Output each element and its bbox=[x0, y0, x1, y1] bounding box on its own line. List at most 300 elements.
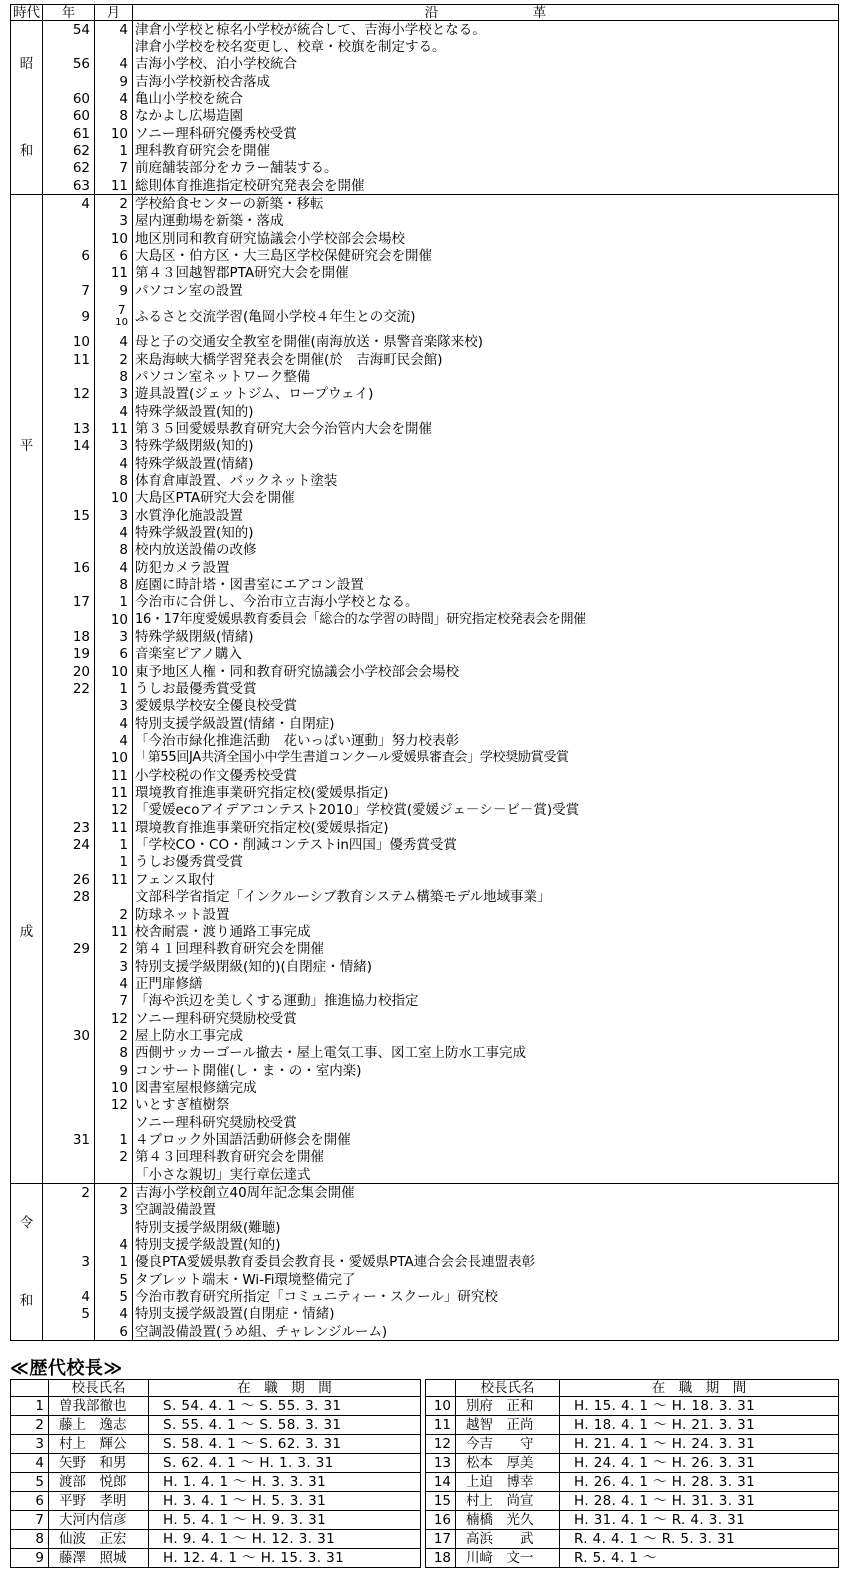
description-cell: 校舎耐震・渡り通路工事完成 bbox=[133, 923, 839, 940]
month-stack bbox=[115, 302, 128, 328]
description-cell: 校内放送設備の改修 bbox=[133, 542, 839, 559]
history-row bbox=[11, 1027, 839, 1044]
description-cell: 特別支援学級設置(知的) bbox=[133, 1236, 839, 1253]
description-cell: 特殊学級設置(知的) bbox=[133, 524, 839, 541]
principal-number: 17 bbox=[426, 1530, 456, 1549]
year-cell: 22 bbox=[43, 680, 95, 697]
history-row bbox=[11, 90, 839, 107]
principal-name: 大河内信彦 bbox=[49, 1511, 149, 1530]
year-cell: 60 bbox=[43, 90, 95, 107]
month-cell: 1 bbox=[95, 142, 133, 159]
month-cell: 8 bbox=[95, 368, 133, 385]
history-row bbox=[11, 403, 839, 420]
history-row bbox=[11, 1045, 839, 1062]
month-cell: 4 bbox=[95, 90, 133, 107]
description-cell: 遊具設置(ジェットジム、ロープウェイ) bbox=[133, 386, 839, 403]
era-cell bbox=[11, 21, 43, 195]
description-cell: 優良PTA愛媛県教育委員会教育長・愛媛県PTA連合会会長連盟表彰 bbox=[133, 1254, 839, 1271]
history-row bbox=[11, 507, 839, 524]
period-header: 在 職 期 間 bbox=[149, 1380, 421, 1397]
month-cell bbox=[95, 1114, 133, 1131]
description-cell: 吉海小学校、泊小学校統合 bbox=[133, 56, 839, 73]
era-char: 令 bbox=[19, 1215, 34, 1232]
principals-section-title: ≪歴代校長≫ bbox=[10, 1358, 123, 1379]
month-cell: 1 bbox=[95, 1131, 133, 1148]
history-row bbox=[11, 351, 839, 368]
era-char: 昭 bbox=[19, 56, 34, 73]
history-row bbox=[11, 958, 839, 975]
history-row bbox=[11, 680, 839, 697]
description-cell: 第４３回理科教育研究会を開催 bbox=[133, 1149, 839, 1166]
principal-name: 村上 輝公 bbox=[49, 1435, 149, 1454]
month-cell: 4 bbox=[95, 455, 133, 472]
year-cell bbox=[43, 1166, 95, 1184]
month-cell: 2 bbox=[95, 1184, 133, 1202]
year-cell: 30 bbox=[43, 1027, 95, 1044]
month-cell: 6 bbox=[95, 646, 133, 663]
history-row bbox=[11, 628, 839, 645]
month-cell: 12 bbox=[95, 1010, 133, 1027]
month-cell: 2 bbox=[95, 1149, 133, 1166]
month-cell: 4 bbox=[95, 56, 133, 73]
principal-period: H. 15. 4. 1 ～ H. 18. 3. 31 bbox=[560, 1397, 839, 1416]
month-value-2: 10 bbox=[115, 316, 128, 328]
description-cell: フェンス取付 bbox=[133, 871, 839, 888]
description-cell: 正門扉修繕 bbox=[133, 975, 839, 992]
history-row bbox=[11, 1062, 839, 1079]
principal-period: H. 5. 4. 1 ～ H. 9. 3. 31 bbox=[149, 1511, 421, 1530]
principal-row bbox=[11, 1435, 839, 1454]
description-cell: 図書室屋根修繕完成 bbox=[133, 1079, 839, 1096]
year-cell bbox=[43, 975, 95, 992]
year-cell: 62 bbox=[43, 142, 95, 159]
description-cell: 「小さな親切」実行章伝達式 bbox=[133, 1166, 839, 1184]
history-row bbox=[11, 21, 839, 39]
principal-period: S. 54. 4. 1 ～ S. 55. 3. 31 bbox=[149, 1397, 421, 1416]
description-cell: ソニー理科研究優秀校受賞 bbox=[133, 125, 839, 142]
principal-name: 平野 孝明 bbox=[49, 1492, 149, 1511]
year-cell bbox=[43, 784, 95, 801]
description-cell: 「学校CO・CO・削減コンテストin四国」優秀賞受賞 bbox=[133, 836, 839, 853]
principal-row bbox=[11, 1473, 839, 1492]
year-cell bbox=[43, 73, 95, 90]
month-cell: 12 bbox=[95, 802, 133, 819]
history-row bbox=[11, 767, 839, 784]
principal-number: 12 bbox=[426, 1435, 456, 1454]
month-cell: 5 bbox=[95, 1288, 133, 1305]
description-cell: うしお優秀賞受賞 bbox=[133, 854, 839, 871]
principal-period: H. 26. 4. 1 ～ H. 28. 3. 31 bbox=[560, 1473, 839, 1492]
year-cell: 2 bbox=[43, 1184, 95, 1202]
year-cell: 9 bbox=[43, 300, 95, 334]
description-cell: 第４３回越智郡PTA研究大会を開催 bbox=[133, 265, 839, 282]
year-cell: 15 bbox=[43, 507, 95, 524]
principal-row bbox=[11, 1397, 839, 1416]
history-row bbox=[11, 1202, 839, 1219]
history-row bbox=[11, 195, 839, 213]
history-row bbox=[11, 247, 839, 264]
description-cell: タブレット端末・Wi-Fi環境整備完了 bbox=[133, 1271, 839, 1288]
description-cell: 理科教育研究会を開催 bbox=[133, 142, 839, 159]
month-cell: 4 bbox=[95, 403, 133, 420]
year-cell bbox=[43, 732, 95, 749]
year-cell bbox=[43, 403, 95, 420]
no-header bbox=[11, 1380, 49, 1397]
year-cell: 24 bbox=[43, 836, 95, 853]
year-cell: 6 bbox=[43, 247, 95, 264]
month-cell bbox=[95, 1219, 133, 1236]
principal-name: 渡部 悦郎 bbox=[49, 1473, 149, 1492]
era-char: 平 bbox=[19, 438, 34, 455]
year-cell: 17 bbox=[43, 594, 95, 611]
month-cell: 11 bbox=[95, 871, 133, 888]
month-cell: 4 bbox=[95, 975, 133, 992]
era-char: 和 bbox=[19, 143, 34, 160]
principal-number: 5 bbox=[11, 1473, 49, 1492]
month-cell: 2 bbox=[95, 941, 133, 958]
month-cell: 10 bbox=[95, 230, 133, 247]
principal-period: H. 9. 4. 1 ～ H. 12. 3. 31 bbox=[149, 1530, 421, 1549]
month-cell: 4 bbox=[95, 715, 133, 732]
description-cell: 第３５回愛媛県教育研究大会今治管内大会を開催 bbox=[133, 420, 839, 437]
year-cell bbox=[43, 490, 95, 507]
no-header bbox=[426, 1380, 456, 1397]
principal-row bbox=[11, 1530, 839, 1549]
principal-period: H. 12. 4. 1 ～ H. 15. 3. 31 bbox=[149, 1549, 421, 1568]
year-cell: 31 bbox=[43, 1131, 95, 1148]
description-cell: 特殊学級設置(情緒) bbox=[133, 455, 839, 472]
principal-row bbox=[11, 1454, 839, 1473]
history-row bbox=[11, 282, 839, 299]
year-cell bbox=[43, 1062, 95, 1079]
history-row bbox=[11, 1097, 839, 1114]
year-cell bbox=[43, 576, 95, 593]
month-cell bbox=[95, 300, 133, 334]
description-cell: 今治市に合併し、今治市立吉海小学校となる。 bbox=[133, 594, 839, 611]
description-cell: 「海や浜辺を美しくする運動」推進協力校指定 bbox=[133, 993, 839, 1010]
principal-period: S. 55. 4. 1 ～ S. 58. 3. 31 bbox=[149, 1416, 421, 1435]
year-cell: 11 bbox=[43, 351, 95, 368]
description-cell: 津倉小学校を校名変更し、校章・校旗を制定する。 bbox=[133, 38, 839, 55]
description-cell: コンサート開催(し・ま・の・室内楽) bbox=[133, 1062, 839, 1079]
principal-period: H. 31. 4. 1 ～ R. 4. 3. 31 bbox=[560, 1511, 839, 1530]
era-char: 和 bbox=[19, 1293, 34, 1310]
year-cell bbox=[43, 698, 95, 715]
description-cell: 環境教育推進事業研究指定校(愛媛県指定) bbox=[133, 819, 839, 836]
month-cell: 10 bbox=[95, 750, 133, 767]
history-row bbox=[11, 542, 839, 559]
description-cell: 大島区・伯方区・大三島区学校保健研究会を開催 bbox=[133, 247, 839, 264]
history-row bbox=[11, 108, 839, 125]
description-cell: ソニー理科研究奨励校受賞 bbox=[133, 1114, 839, 1131]
principal-number: 11 bbox=[426, 1416, 456, 1435]
description-cell: 庭園に時計塔・図書室にエアコン設置 bbox=[133, 576, 839, 593]
history-row bbox=[11, 906, 839, 923]
period-header: 在 職 期 間 bbox=[560, 1380, 839, 1397]
history-row bbox=[11, 819, 839, 836]
history-row bbox=[11, 265, 839, 282]
year-cell: 4 bbox=[43, 1288, 95, 1305]
year-cell bbox=[43, 368, 95, 385]
month-cell: 10 bbox=[95, 611, 133, 628]
principal-number: 18 bbox=[426, 1549, 456, 1568]
description-cell: 大島区PTA研究大会を開催 bbox=[133, 490, 839, 507]
principal-name: 矢野 和男 bbox=[49, 1454, 149, 1473]
principal-period: R. 4. 4. 1 ～ R. 5. 3. 31 bbox=[560, 1530, 839, 1549]
month-cell: 8 bbox=[95, 472, 133, 489]
description-cell: 特別支援学級閉級(知的)(自閉症・情緒) bbox=[133, 958, 839, 975]
description-cell: 亀山小学校を統合 bbox=[133, 90, 839, 107]
year-cell bbox=[43, 1045, 95, 1062]
year-cell bbox=[43, 38, 95, 55]
principal-name: 仙波 正宏 bbox=[49, 1530, 149, 1549]
year-cell: 63 bbox=[43, 177, 95, 195]
history-table bbox=[10, 4, 839, 1341]
history-row bbox=[11, 472, 839, 489]
description-cell: 母と子の交通安全教室を開催(南海放送・県警音楽隊来校) bbox=[133, 334, 839, 351]
description-cell: ４ブロック外国語活動研修会を開催 bbox=[133, 1131, 839, 1148]
principal-name: 藤上 逸志 bbox=[49, 1416, 149, 1435]
principal-number: 14 bbox=[426, 1473, 456, 1492]
description-cell: いとすぎ植樹祭 bbox=[133, 1097, 839, 1114]
history-row bbox=[11, 646, 839, 663]
year-cell bbox=[43, 767, 95, 784]
history-body bbox=[11, 21, 839, 1341]
principal-period: H. 28. 4. 1 ～ H. 31. 3. 31 bbox=[560, 1492, 839, 1511]
description-cell: 西側サッカーゴール撤去・屋上電気工事、図工室上防水工事完成 bbox=[133, 1045, 839, 1062]
year-cell: 56 bbox=[43, 56, 95, 73]
year-cell: 26 bbox=[43, 871, 95, 888]
month-cell: 7 bbox=[95, 993, 133, 1010]
principal-number: 3 bbox=[11, 1435, 49, 1454]
history-row bbox=[11, 576, 839, 593]
history-row bbox=[11, 524, 839, 541]
year-cell bbox=[43, 1079, 95, 1096]
month-cell: 9 bbox=[95, 1062, 133, 1079]
month-cell: 1 bbox=[95, 594, 133, 611]
year-cell bbox=[43, 1010, 95, 1027]
history-row bbox=[11, 230, 839, 247]
month-cell: 3 bbox=[95, 628, 133, 645]
month-cell: 11 bbox=[95, 265, 133, 282]
month-cell: 4 bbox=[95, 732, 133, 749]
month-cell: 10 bbox=[95, 125, 133, 142]
history-header-row bbox=[11, 5, 839, 21]
era-label bbox=[11, 438, 42, 940]
principal-number: 2 bbox=[11, 1416, 49, 1435]
year-cell bbox=[43, 1114, 95, 1131]
principal-number: 13 bbox=[426, 1454, 456, 1473]
year-cell: 16 bbox=[43, 559, 95, 576]
month-cell bbox=[95, 1166, 133, 1184]
era-cell bbox=[11, 195, 43, 1184]
description-cell: 学校給食センターの新築・移転 bbox=[133, 195, 839, 213]
history-row bbox=[11, 334, 839, 351]
history-row bbox=[11, 923, 839, 940]
history-row bbox=[11, 889, 839, 906]
history-row bbox=[11, 1114, 839, 1131]
month-cell: 1 bbox=[95, 680, 133, 697]
year-cell: 10 bbox=[43, 334, 95, 351]
history-row bbox=[11, 73, 839, 90]
principal-name: 越智 正尚 bbox=[456, 1416, 560, 1435]
principal-number: 6 bbox=[11, 1492, 49, 1511]
history-row bbox=[11, 420, 839, 437]
description-cell: 吉海小学校創立40周年記念集会開催 bbox=[133, 1184, 839, 1202]
year-cell bbox=[43, 854, 95, 871]
description-cell: 「愛媛ecoアイデアコンテスト2010」学校賞(愛媛ジェ－シ－ビ－賞)受賞 bbox=[133, 802, 839, 819]
principal-row bbox=[11, 1511, 839, 1530]
history-row bbox=[11, 1254, 839, 1271]
year-cell bbox=[43, 472, 95, 489]
description-cell: 16・17年度愛媛県教育委員会「総合的な学習の時間」研究指定校発表会を開催 bbox=[133, 611, 839, 628]
principal-period: R. 5. 4. 1 ～ bbox=[560, 1549, 839, 1568]
history-row bbox=[11, 802, 839, 819]
history-row bbox=[11, 1166, 839, 1184]
era-char: 成 bbox=[19, 924, 34, 941]
year-cell: 20 bbox=[43, 663, 95, 680]
principal-period: H. 18. 4. 1 ～ H. 21. 3. 31 bbox=[560, 1416, 839, 1435]
era-label bbox=[11, 1215, 42, 1309]
year-cell bbox=[43, 455, 95, 472]
year-cell bbox=[43, 1323, 95, 1341]
description-cell: 前庭舗装部分をカラー舗装する。 bbox=[133, 160, 839, 177]
description-cell: うしお最優秀賞受賞 bbox=[133, 680, 839, 697]
principal-period: S. 62. 4. 1 ～ H. 1. 3. 31 bbox=[149, 1454, 421, 1473]
history-row bbox=[11, 975, 839, 992]
history-row bbox=[11, 1079, 839, 1096]
month-cell: 6 bbox=[95, 1323, 133, 1341]
principal-row bbox=[11, 1492, 839, 1511]
history-row bbox=[11, 836, 839, 853]
history-row bbox=[11, 993, 839, 1010]
year-cell bbox=[43, 993, 95, 1010]
name-header: 校長氏名 bbox=[456, 1380, 560, 1397]
year-cell bbox=[43, 750, 95, 767]
year-cell: 12 bbox=[43, 386, 95, 403]
description-cell: 防球ネット設置 bbox=[133, 906, 839, 923]
description-cell: ふるさと交流学習(亀岡小学校４年生との交流) bbox=[133, 300, 839, 334]
year-cell: 3 bbox=[43, 1254, 95, 1271]
month-cell: 3 bbox=[95, 438, 133, 455]
principal-name: 松本 厚美 bbox=[456, 1454, 560, 1473]
year-cell: 61 bbox=[43, 125, 95, 142]
history-row bbox=[11, 438, 839, 455]
year-cell bbox=[43, 958, 95, 975]
year-cell: 13 bbox=[43, 420, 95, 437]
principal-name: 高浜 武 bbox=[456, 1530, 560, 1549]
principal-number: 15 bbox=[426, 1492, 456, 1511]
description-cell: 特殊学級閉級(情緒) bbox=[133, 628, 839, 645]
year-cell: 18 bbox=[43, 628, 95, 645]
description-cell: 小学校税の作文優秀校受賞 bbox=[133, 767, 839, 784]
month-cell: 11 bbox=[95, 767, 133, 784]
description-cell: 空調設備設置(うめ組、チャレンジルーム) bbox=[133, 1323, 839, 1341]
history-row bbox=[11, 1184, 839, 1202]
history-row bbox=[11, 715, 839, 732]
description-cell: 屋内運動場を新築・落成 bbox=[133, 213, 839, 230]
month-cell: 8 bbox=[95, 542, 133, 559]
history-row bbox=[11, 750, 839, 767]
description-cell: ソニー理科研究奨励校受賞 bbox=[133, 1010, 839, 1027]
month-cell: 10 bbox=[95, 490, 133, 507]
description-cell: 空調設備設置 bbox=[133, 1202, 839, 1219]
month-cell: 11 bbox=[95, 420, 133, 437]
month-cell: 1 bbox=[95, 836, 133, 853]
year-cell bbox=[43, 1219, 95, 1236]
year-cell bbox=[43, 230, 95, 247]
principal-name: 藤澤 照城 bbox=[49, 1549, 149, 1568]
month-cell: 4 bbox=[95, 1236, 133, 1253]
year-cell: 62 bbox=[43, 160, 95, 177]
description-cell: 「今治市緑化推進活動 花いっぱい運動」努力校表彰 bbox=[133, 732, 839, 749]
month-cell: 8 bbox=[95, 108, 133, 125]
month-cell: 4 bbox=[95, 559, 133, 576]
description-cell: 環境教育推進事業研究指定校(愛媛県指定) bbox=[133, 784, 839, 801]
year-cell bbox=[43, 1097, 95, 1114]
month-cell: 1 bbox=[95, 1254, 133, 1271]
description-cell: 第４１回理科教育研究会を開催 bbox=[133, 941, 839, 958]
description-cell: 水質浄化施設設置 bbox=[133, 507, 839, 524]
description-cell: 特別支援学級設置(情緒・自閉症) bbox=[133, 715, 839, 732]
principal-name: 上迫 博幸 bbox=[456, 1473, 560, 1492]
month-cell: 10 bbox=[95, 1079, 133, 1096]
history-row bbox=[11, 213, 839, 230]
year-cell: 5 bbox=[43, 1306, 95, 1323]
year-cell: 14 bbox=[43, 438, 95, 455]
month-cell: 8 bbox=[95, 1045, 133, 1062]
history-row bbox=[11, 784, 839, 801]
year-cell bbox=[43, 1271, 95, 1288]
year-cell bbox=[43, 1149, 95, 1166]
principal-name: 村上 尚宣 bbox=[456, 1492, 560, 1511]
year-cell: 54 bbox=[43, 21, 95, 39]
description-cell: 防犯カメラ設置 bbox=[133, 559, 839, 576]
history-row bbox=[11, 594, 839, 611]
principal-name: 川﨑 文一 bbox=[456, 1549, 560, 1568]
month-cell: 3 bbox=[95, 386, 133, 403]
history-row bbox=[11, 941, 839, 958]
principal-row bbox=[11, 1416, 839, 1435]
month-cell: 6 bbox=[95, 247, 133, 264]
month-cell: 2 bbox=[95, 906, 133, 923]
history-row bbox=[11, 1323, 839, 1341]
year-cell bbox=[43, 1202, 95, 1219]
principal-number: 16 bbox=[426, 1511, 456, 1530]
principal-number: 8 bbox=[11, 1530, 49, 1549]
month-cell: 9 bbox=[95, 73, 133, 90]
month-cell: 2 bbox=[95, 351, 133, 368]
year-cell bbox=[43, 923, 95, 940]
month-cell: 9 bbox=[95, 282, 133, 299]
history-row bbox=[11, 177, 839, 195]
principal-period: H. 21. 4. 1 ～ H. 24. 3. 31 bbox=[560, 1435, 839, 1454]
history-row bbox=[11, 611, 839, 628]
description-cell: 特別支援学級閉級(難聴) bbox=[133, 1219, 839, 1236]
description-cell: なかよし広場造園 bbox=[133, 108, 839, 125]
year-cell: 60 bbox=[43, 108, 95, 125]
history-row bbox=[11, 142, 839, 159]
principal-name: 曽我部徹也 bbox=[49, 1397, 149, 1416]
era-header: 時代 bbox=[11, 5, 43, 21]
description-cell: 特別支援学級設置(自閉症・情緒) bbox=[133, 1306, 839, 1323]
description-cell: 地区別同和教育研究協議会小学校部会会場校 bbox=[133, 230, 839, 247]
history-row bbox=[11, 1131, 839, 1148]
year-cell bbox=[43, 611, 95, 628]
history-row bbox=[11, 698, 839, 715]
description-cell: パソコン室の設置 bbox=[133, 282, 839, 299]
principal-number: 7 bbox=[11, 1511, 49, 1530]
